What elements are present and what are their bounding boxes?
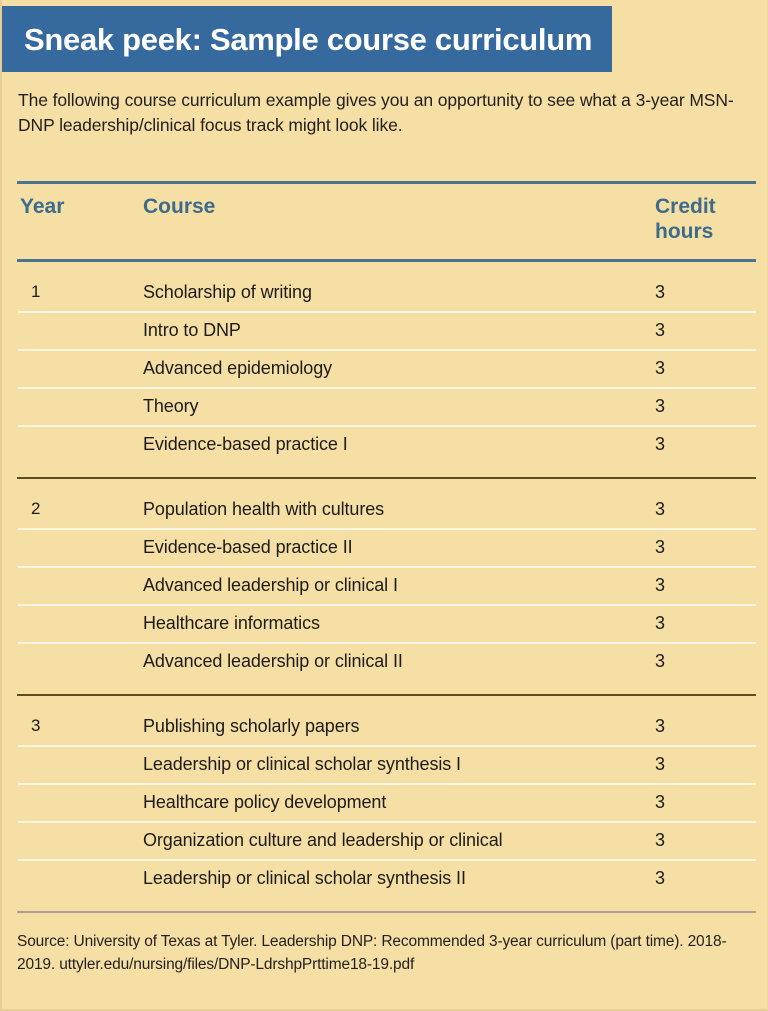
year-group — [17, 262, 756, 477]
cell-course: Scholarship of writing — [143, 281, 312, 302]
cell-course: Advanced leadership or clinical II — [143, 650, 403, 671]
table-row — [17, 311, 756, 349]
cell-course: Organization culture and leadership or clinical — [143, 829, 503, 850]
column-header-course: Course — [143, 195, 216, 218]
cell-credit-hours: 3 — [655, 574, 665, 595]
table-row — [17, 387, 756, 425]
group-spacer — [17, 479, 756, 490]
cell-course: Advanced leadership or clinical I — [143, 574, 398, 595]
table-row — [17, 859, 756, 897]
cell-credit-hours: 3 — [655, 753, 665, 774]
table-row — [17, 745, 756, 783]
cell-credit-hours: 3 — [655, 867, 665, 888]
group-spacer — [17, 696, 756, 707]
cell-year: 3 — [31, 716, 41, 736]
table-row — [17, 490, 756, 528]
cell-course: Advanced epidemiology — [143, 357, 333, 378]
cell-course: Population health with cultures — [143, 498, 385, 519]
table-row — [17, 821, 756, 859]
table-row — [17, 349, 756, 387]
group-spacer — [17, 463, 756, 477]
year-group — [17, 479, 756, 694]
cell-credit-hours: 3 — [655, 829, 665, 850]
group-spacer — [17, 680, 756, 694]
cell-course: Evidence-based practice I — [143, 433, 348, 454]
column-header-credit-line2: hours — [655, 219, 714, 243]
source-note: Source: University of Texas at Tyler. Leadership DNP: Recommended 3-year curriculum (part time). 2018-2019. uttyler.edu/nursing/files/DNP-LdrshpPrttime18-19.pdf — [17, 933, 727, 974]
page-title: Sneak peek: Sample course curriculum — [24, 21, 593, 57]
cell-credit-hours: 3 — [655, 715, 665, 736]
curriculum-table — [17, 181, 756, 913]
cell-credit-hours: 3 — [655, 319, 665, 340]
table-row — [17, 783, 756, 821]
cell-course: Leadership or clinical scholar synthesis II — [143, 867, 466, 888]
column-header-year: Year — [20, 195, 65, 218]
cell-course: Evidence-based practice II — [143, 536, 353, 557]
table-row — [17, 425, 756, 463]
cell-credit-hours: 3 — [655, 433, 665, 454]
cell-credit-hours: 3 — [655, 395, 665, 416]
cell-course: Healthcare informatics — [143, 612, 320, 633]
cell-course: Theory — [143, 395, 199, 416]
title-banner — [2, 6, 612, 72]
intro-paragraph: The following course curriculum example gives you an opportunity to see what a 3-year MSN-DNP leadership/clinical focus track might look like. — [18, 90, 734, 136]
group-spacer — [17, 262, 756, 273]
cell-year: 1 — [31, 282, 41, 302]
table-row — [17, 273, 756, 311]
table-header-row — [17, 184, 756, 259]
cell-course: Publishing scholarly papers — [143, 715, 360, 736]
group-spacer — [17, 897, 756, 911]
table-row — [17, 528, 756, 566]
table-row — [17, 707, 756, 745]
column-header-credit-hours — [655, 195, 756, 245]
cell-credit-hours: 3 — [655, 498, 665, 519]
cell-year: 2 — [31, 499, 41, 519]
table-body — [17, 262, 756, 911]
cell-course: Healthcare policy development — [143, 791, 387, 812]
table-bottom-rule — [17, 911, 756, 913]
cell-credit-hours: 3 — [655, 650, 665, 671]
cell-credit-hours: 3 — [655, 281, 665, 302]
cell-credit-hours: 3 — [655, 612, 665, 633]
cell-course: Intro to DNP — [143, 319, 241, 340]
cell-credit-hours: 3 — [655, 536, 665, 557]
table-row — [17, 566, 756, 604]
table-row — [17, 604, 756, 642]
table-row — [17, 642, 756, 680]
year-group — [17, 696, 756, 911]
column-header-credit-line1: Credit — [655, 195, 716, 218]
cell-course: Leadership or clinical scholar synthesis I — [143, 753, 461, 774]
cell-credit-hours: 3 — [655, 791, 665, 812]
cell-credit-hours: 3 — [655, 357, 665, 378]
